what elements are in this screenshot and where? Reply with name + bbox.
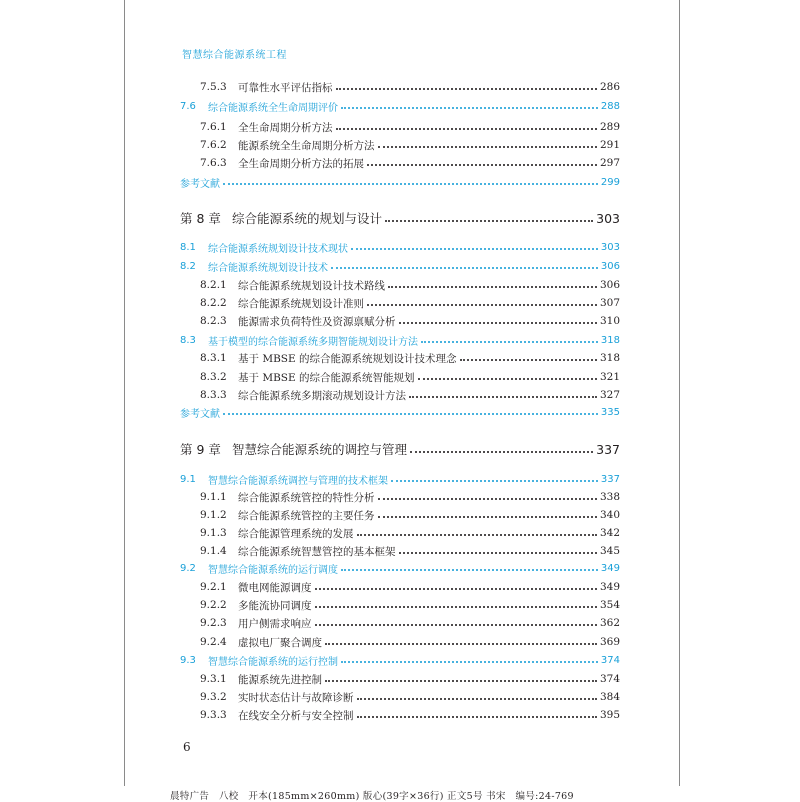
toc-subsection-entry xyxy=(200,578,620,596)
toc-entry-title: 微电网能源调度 xyxy=(238,581,312,594)
toc-entry-title: 智慧综合能源系统的运行控制 xyxy=(208,656,338,668)
page-number: 6 xyxy=(183,740,191,754)
toc-entry-number: 9.2.2 xyxy=(200,599,227,611)
toc-entry-page: 307 xyxy=(599,297,620,309)
toc-subsection-entry xyxy=(200,154,620,172)
toc-entry-title: 综合能源系统规划设计准则 xyxy=(238,297,364,310)
toc-subsection-entry xyxy=(200,596,620,614)
toc-entry-page: 321 xyxy=(599,371,620,383)
leader-dots xyxy=(418,378,597,380)
toc-entry-title: 综合能源系统管控的主要任务 xyxy=(238,509,375,522)
toc-entry-number: 第 8 章 xyxy=(180,211,221,226)
toc-entry-page: 335 xyxy=(600,406,620,418)
toc-subsection-entry xyxy=(200,136,620,154)
toc-subsection-entry xyxy=(200,706,620,724)
toc-subsection-entry xyxy=(200,542,620,560)
leader-dots xyxy=(325,680,597,682)
leader-dots xyxy=(399,322,597,324)
toc-entry-page: 327 xyxy=(599,389,620,401)
toc-entry-title: 参考文献 xyxy=(180,178,220,190)
toc-section-entry xyxy=(180,651,620,669)
running-head: 智慧综合能源系统工程 xyxy=(182,50,287,61)
leader-dots xyxy=(336,88,597,90)
leader-dots xyxy=(325,643,597,645)
toc-entry-title: 全生命周期分析方法的拓展 xyxy=(238,157,364,170)
toc-entry-number: 8.1 xyxy=(180,241,196,253)
toc-references-entry xyxy=(180,403,620,421)
toc-entry-page: 299 xyxy=(600,176,620,188)
toc-subsection-entry xyxy=(200,614,620,632)
toc-entry-number: 8.2 xyxy=(180,260,196,272)
toc-entry-title: 综合能源系统的规划与设计 xyxy=(232,211,383,226)
toc-entry-number: 9.3.3 xyxy=(200,709,227,721)
toc-entry-number: 7.6.3 xyxy=(200,157,227,169)
toc-entry-number: 9.3 xyxy=(180,654,196,666)
toc-entry-title: 综合能源系统智慧管控的基本框架 xyxy=(238,545,396,558)
toc-entry-title: 智慧综合能源系统的运行调度 xyxy=(208,564,338,576)
leader-dots xyxy=(223,413,598,415)
toc-entry-page: 374 xyxy=(599,673,620,685)
toc-subsection-entry xyxy=(200,688,620,706)
toc-entry-page: 303 xyxy=(596,210,620,226)
leader-dots xyxy=(357,698,597,700)
toc-entry-page: 306 xyxy=(600,260,620,272)
toc-chapter-entry xyxy=(180,207,620,229)
toc-subsection-entry xyxy=(200,349,620,367)
toc-section-entry xyxy=(180,97,620,115)
toc-entry-title: 在线安全分析与安全控制 xyxy=(238,709,354,722)
toc-entry-title: 实时状态估计与故障诊断 xyxy=(238,691,354,704)
toc-subsection-entry xyxy=(200,312,620,330)
leader-dots xyxy=(357,534,597,536)
toc-section-entry xyxy=(180,559,620,577)
toc-subsection-entry xyxy=(200,118,620,136)
leader-dots xyxy=(341,569,598,571)
leader-dots xyxy=(391,480,598,482)
printer-imprint: 晨特广告 八校 开本(185mm×260mm) 版心(39字×36行) 正文5号 书宋 编号:24-769 xyxy=(170,791,574,802)
leader-dots xyxy=(341,661,598,663)
leader-dots xyxy=(336,128,597,130)
toc-entry-title: 基于 MBSE 的综合能源系统规划设计技术理念 xyxy=(238,352,457,365)
toc-entry-title: 能源系统先进控制 xyxy=(238,673,322,686)
toc-entry-number: 7.6.2 xyxy=(200,139,227,151)
toc-entry-page: 288 xyxy=(600,100,620,112)
leader-dots xyxy=(367,304,597,306)
toc-entry-title: 综合能源系统多期滚动规划设计方法 xyxy=(238,389,406,402)
leader-dots xyxy=(315,588,597,590)
toc-entry-number: 9.3.1 xyxy=(200,673,227,685)
toc-entry-title: 智慧综合能源系统调控与管理的技术框架 xyxy=(208,475,388,487)
toc-entry-title: 能源系统全生命周期分析方法 xyxy=(238,139,375,152)
toc-entry-number: 7.5.3 xyxy=(200,81,227,93)
toc-entry-page: 349 xyxy=(599,581,620,593)
toc-entry-number: 8.2.3 xyxy=(200,315,227,327)
toc-entry-page: 318 xyxy=(599,352,620,364)
toc-entry-page: 369 xyxy=(599,636,620,648)
toc-subsection-entry xyxy=(200,524,620,542)
leader-dots xyxy=(378,498,597,500)
leader-dots xyxy=(378,146,597,148)
toc-subsection-entry xyxy=(200,488,620,506)
toc-subsection-entry xyxy=(200,386,620,404)
toc-entry-page: 297 xyxy=(599,157,620,169)
toc-entry-title: 可靠性水平评估指标 xyxy=(238,81,333,94)
toc-subsection-entry xyxy=(200,670,620,688)
toc-entry-title: 全生命周期分析方法 xyxy=(238,121,333,134)
toc-entry-page: 354 xyxy=(599,599,620,611)
toc-entry-page: 338 xyxy=(599,491,620,503)
toc-section-entry xyxy=(180,238,620,256)
toc-entry-number: 9.1.4 xyxy=(200,545,227,557)
toc-subsection-entry xyxy=(200,368,620,386)
leader-dots xyxy=(315,624,597,626)
toc-entry-page: 349 xyxy=(600,562,620,574)
toc-section-entry xyxy=(180,257,620,275)
toc-section-entry xyxy=(180,331,620,349)
toc-entry-number: 8.3.3 xyxy=(200,389,227,401)
toc-entry-page: 362 xyxy=(599,617,620,629)
toc-entry-page: 384 xyxy=(599,691,620,703)
leader-dots xyxy=(315,606,597,608)
toc-entry-title: 智慧综合能源系统的调控与管理 xyxy=(232,442,408,457)
leader-dots xyxy=(357,716,597,718)
toc-entry-number: 9.2.3 xyxy=(200,617,227,629)
toc-entry-page: 291 xyxy=(599,139,620,151)
toc-entry-number: 第 9 章 xyxy=(180,442,221,457)
toc-entry-title: 综合能源系统规划设计技术现状 xyxy=(208,243,348,255)
leader-dots xyxy=(409,396,597,398)
toc-entry-number: 8.3 xyxy=(180,334,196,346)
leader-dots xyxy=(385,220,593,222)
toc-entry-page: 345 xyxy=(599,545,620,557)
toc-entry-page: 286 xyxy=(599,81,620,93)
leader-dots xyxy=(399,552,597,554)
toc-entry-page: 303 xyxy=(600,241,620,253)
toc-subsection-entry xyxy=(200,506,620,524)
toc-entry-number: 9.3.2 xyxy=(200,691,227,703)
toc-subsection-entry xyxy=(200,294,620,312)
toc-entry-title: 虚拟电厂聚合调度 xyxy=(238,636,322,649)
toc-entry-page: 337 xyxy=(596,441,620,457)
toc-entry-number: 9.1.3 xyxy=(200,527,227,539)
toc-entry-title: 用户侧需求响应 xyxy=(238,617,312,630)
leader-dots xyxy=(351,248,598,250)
toc-entry-page: 340 xyxy=(599,509,620,521)
toc-entry-number: 7.6 xyxy=(180,100,196,112)
toc-references-entry xyxy=(180,173,620,191)
leader-dots xyxy=(388,286,597,288)
toc-entry-page: 318 xyxy=(600,334,620,346)
toc-subsection-entry xyxy=(200,78,620,96)
leader-dots xyxy=(421,341,598,343)
toc-entry-title: 能源需求负荷特性及资源禀赋分析 xyxy=(238,315,396,328)
toc-entry-title: 综合能源管理系统的发展 xyxy=(238,527,354,540)
toc-subsection-entry xyxy=(200,633,620,651)
toc-entry-number: 8.3.1 xyxy=(200,352,227,364)
leader-dots xyxy=(460,359,597,361)
toc-entry-number: 8.3.2 xyxy=(200,371,227,383)
toc-section-entry xyxy=(180,470,620,488)
toc-entry-page: 374 xyxy=(600,654,620,666)
toc-entry-number: 8.2.2 xyxy=(200,297,227,309)
toc-entry-title: 多能流协同调度 xyxy=(238,599,312,612)
toc-entry-title: 综合能源系统规划设计技术路线 xyxy=(238,279,385,292)
leader-dots xyxy=(378,516,597,518)
toc-entry-title: 基于模型的综合能源系统多期智能规划设计方法 xyxy=(208,336,418,348)
toc-entry-number: 9.1 xyxy=(180,473,196,485)
leader-dots xyxy=(341,107,598,109)
toc-entry-title: 参考文献 xyxy=(180,408,220,420)
toc-entry-number: 9.1.2 xyxy=(200,509,227,521)
toc-entry-title: 综合能源系统全生命周期评价 xyxy=(208,102,338,114)
toc-entry-number: 9.2.4 xyxy=(200,636,227,648)
toc-entry-page: 310 xyxy=(599,315,620,327)
leader-dots xyxy=(367,164,597,166)
toc-entry-number: 9.2.1 xyxy=(200,581,227,593)
leader-dots xyxy=(410,451,593,453)
toc-entry-page: 342 xyxy=(599,527,620,539)
toc-chapter-entry xyxy=(180,438,620,460)
toc-entry-number: 9.2 xyxy=(180,562,196,574)
leader-dots xyxy=(331,267,598,269)
toc-entry-title: 基于 MBSE 的综合能源系统智能规划 xyxy=(238,371,415,384)
toc-entry-page: 289 xyxy=(599,121,620,133)
toc-entry-page: 306 xyxy=(599,279,620,291)
toc-entry-title: 综合能源系统规划设计技术 xyxy=(208,262,328,274)
toc-subsection-entry xyxy=(200,276,620,294)
toc-entry-number: 7.6.1 xyxy=(200,121,227,133)
leader-dots xyxy=(223,183,598,185)
toc-entry-number: 8.2.1 xyxy=(200,279,227,291)
toc-entry-number: 9.1.1 xyxy=(200,491,227,503)
toc-entry-title: 综合能源系统管控的特性分析 xyxy=(238,491,375,504)
toc-entry-page: 395 xyxy=(599,709,620,721)
toc-entry-page: 337 xyxy=(600,473,620,485)
